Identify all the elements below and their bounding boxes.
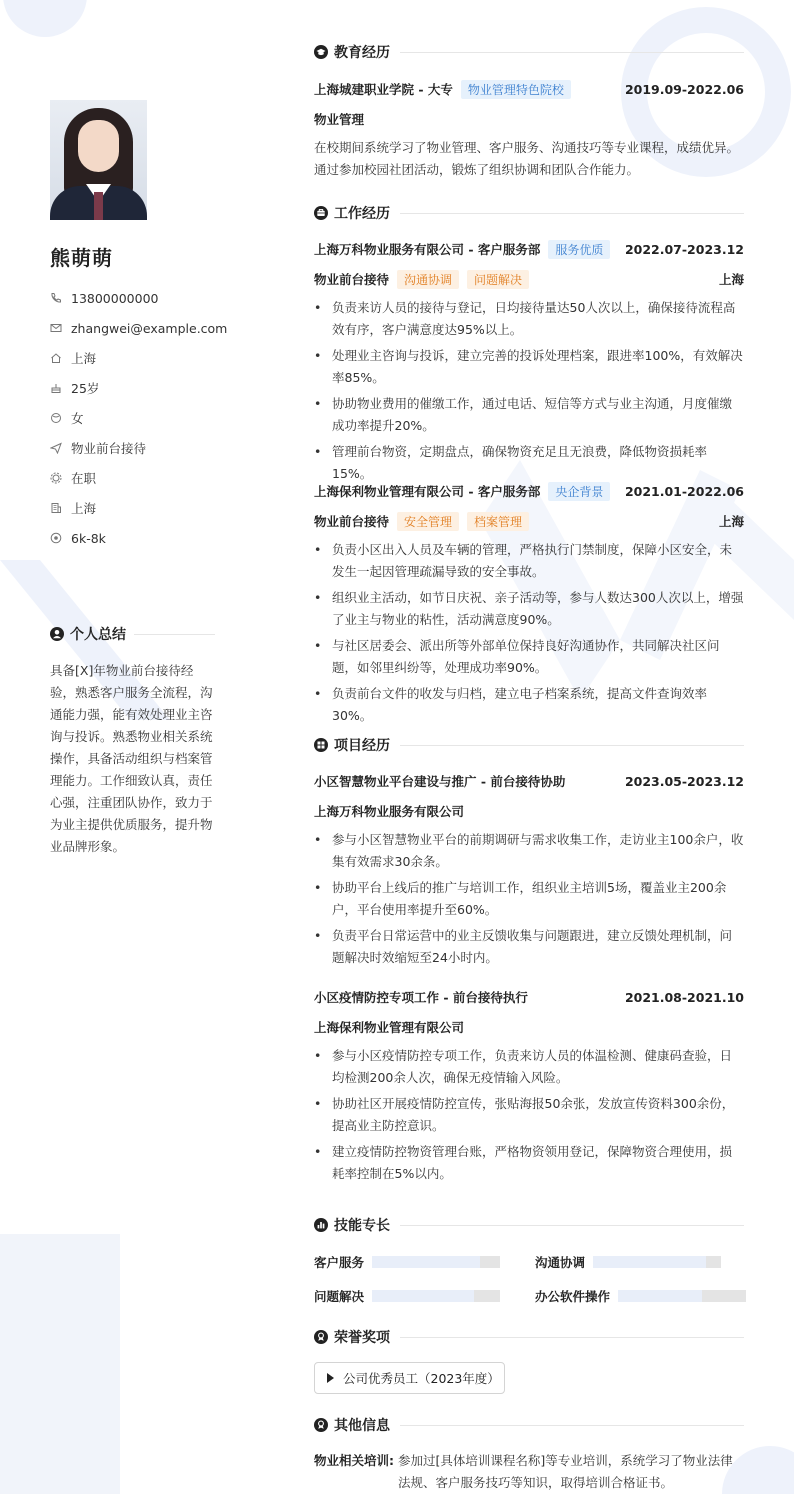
job-bullets	[314, 539, 744, 731]
job-city: 上海	[718, 272, 744, 287]
job-role: 物业前台接待	[314, 514, 390, 529]
project-org-row	[314, 801, 744, 821]
skills-title: 技能专长	[334, 1218, 390, 1234]
job-date: 2021.01-2022.06	[624, 483, 744, 499]
list-item: • 负责平台日常运营中的业主反馈收集与问题跟进，建立反馈处理机制，问题解决时效缩短至24小时内。	[314, 925, 744, 969]
age-value: 25岁	[71, 381, 100, 396]
other-info-row	[314, 1450, 744, 1494]
education-date: 2019.09-2022.06	[624, 81, 744, 97]
profile-column	[50, 100, 228, 553]
email-row	[50, 313, 228, 343]
major-row	[314, 109, 744, 129]
job-header-row	[314, 239, 744, 259]
briefcase-icon	[314, 206, 328, 220]
education-title: 教育经历	[334, 45, 390, 61]
project-org: 上海保利物业管理有限公司	[314, 1020, 465, 1035]
school-tag: 物业管理特色院校	[461, 80, 571, 99]
gender-row	[50, 403, 225, 433]
divider	[400, 1425, 744, 1426]
major-name: 物业管理	[314, 112, 365, 127]
divider	[134, 634, 215, 635]
salary-row	[50, 523, 225, 553]
other-title: 其他信息	[334, 1418, 390, 1434]
project-date: 2021.08-2021.10	[624, 989, 744, 1005]
project-org: 上海万科物业服务有限公司	[314, 804, 465, 819]
job-role-row	[314, 511, 744, 531]
skill-bar	[372, 1256, 500, 1268]
graduation-cap-icon	[314, 45, 328, 59]
project-name: 小区疫情防控专项工作 - 前台接待执行	[314, 990, 528, 1005]
skill-bar-fill	[593, 1256, 706, 1268]
other-label: 物业相关培训:	[314, 1453, 394, 1468]
divider	[400, 1337, 744, 1338]
divider	[400, 52, 744, 53]
award-label: 公司优秀员工（2023年度）	[343, 1371, 500, 1386]
other-text: 参加过[具体培训课程名称]等专业培训，系统学习了物业法律法规、客户服务技巧等知识，取得培训合格证书。	[398, 1453, 733, 1490]
coin-icon	[50, 532, 62, 544]
age-row	[50, 373, 225, 403]
divider	[400, 213, 744, 214]
list-item: • 负责前台文件的收发与归档，建立电子档案系统，提高文件查询效率30%。	[314, 683, 744, 727]
company-tag: 服务优质	[548, 240, 610, 259]
project-org-row	[314, 1017, 744, 1037]
divider	[400, 745, 744, 746]
project-bullets	[314, 1045, 744, 1189]
city-row	[50, 493, 225, 523]
grid-icon	[314, 738, 328, 752]
location-row	[50, 343, 225, 373]
company-tag: 央企背景	[548, 482, 610, 501]
info-icon	[314, 1418, 328, 1432]
divider	[400, 1225, 744, 1226]
skill-name: 问题解决	[314, 1289, 365, 1304]
list-item: • 建立疫情防控物资管理台账，严格物资领用登记，保障物资合理使用，损耗率控制在5%以内。	[314, 1141, 744, 1185]
skill-name: 办公软件操作	[535, 1289, 611, 1304]
list-item: • 与社区居委会、派出所等外部单位保持良好沟通协作，共同解决社区问题，如邻里纠纷等，处理成功率90%。	[314, 635, 744, 679]
job-role: 物业前台接待	[314, 272, 390, 287]
status-row	[50, 463, 225, 493]
list-item: • 组织业主活动，如节日庆祝、亲子活动等，参与人数达300人次以上，增强了业主与物业的粘性，活动满意度90%。	[314, 587, 744, 631]
list-item: • 负责小区出入人员及车辆的管理，严格执行门禁制度，保障小区安全，未发生一起因管理疏漏导致的安全事故。	[314, 539, 744, 583]
projects-heading	[314, 735, 744, 755]
send-icon	[50, 442, 62, 454]
skill-bar-fill	[372, 1256, 480, 1268]
skill-bar	[618, 1290, 746, 1302]
list-item: • 参与小区疫情防控专项工作，负责来访人员的体温检测、健康码查验，日均检测200余人次，确保无疫情输入风险。	[314, 1045, 744, 1089]
school-name: 上海城建职业学院 - 大专	[314, 82, 453, 97]
cake-icon	[50, 382, 62, 394]
list-item: • 协助物业费用的催缴工作，通过电话、短信等方式与业主沟通，月度催缴成功率提升20%。	[314, 393, 744, 437]
salary-value: 6k-8k	[71, 530, 106, 546]
city-value: 上海	[71, 501, 97, 516]
play-icon	[327, 1373, 334, 1383]
email-address: zhangwei@example.com	[71, 320, 228, 336]
education-description: 在校期间系统学习了物业管理、客户服务、沟通技巧等专业课程，成绩优异。通过参加校园社团活动，锻炼了组织协调和团队合作能力。	[314, 140, 740, 177]
list-item: • 负责来访人员的接待与登记，日均接待量达50人次以上，确保接待流程高效有序，客户满意度达95%以上。	[314, 297, 744, 341]
contact-info	[50, 283, 228, 553]
job-company: 上海保利物业管理有限公司 - 客户服务部	[314, 484, 541, 499]
skill-tag: 问题解决	[467, 270, 529, 289]
mail-icon	[50, 322, 62, 334]
project-header-row	[314, 987, 744, 1007]
education-heading	[314, 42, 744, 62]
position-row	[50, 433, 225, 463]
home-icon	[50, 352, 62, 364]
list-item: • 管理前台物资，定期盘点，确保物资充足且无浪费，降低物资损耗率15%。	[314, 441, 744, 485]
list-item: • 处理业主咨询与投诉，建立完善的投诉处理档案，跟进率100%，有效解决率85%。	[314, 345, 744, 389]
building-icon	[50, 502, 62, 514]
job-date: 2022.07-2023.12	[624, 241, 744, 257]
work-heading	[314, 203, 744, 223]
status-icon	[50, 472, 62, 484]
project-date: 2023.05-2023.12	[624, 773, 744, 789]
skill-item	[535, 1253, 721, 1271]
job-city: 上海	[718, 514, 744, 529]
project-name: 小区智慧物业平台建设与推广 - 前台接待协助	[314, 774, 566, 789]
summary-heading	[50, 624, 215, 644]
profile-name: 熊萌萌	[50, 246, 113, 270]
education-header-row	[314, 79, 744, 99]
position-value: 物业前台接待	[71, 441, 147, 456]
phone-number: 13800000000	[71, 290, 159, 306]
skill-tag: 安全管理	[397, 512, 459, 531]
skills-heading	[314, 1215, 744, 1235]
skill-bar-fill	[618, 1290, 702, 1302]
avatar	[50, 100, 147, 220]
skill-tag: 档案管理	[467, 512, 529, 531]
job-bullets	[314, 297, 744, 489]
skill-bar	[372, 1290, 500, 1302]
skill-tag: 沟通协调	[397, 270, 459, 289]
job-company: 上海万科物业服务有限公司 - 客户服务部	[314, 242, 541, 257]
job-role-row	[314, 269, 744, 289]
job-header-row	[314, 481, 744, 501]
skill-item	[535, 1287, 746, 1305]
list-item: • 协助社区开展疫情防控宣传，张贴海报50余张，发放宣传资料300余份，提高业主防控意识。	[314, 1093, 744, 1137]
honors-heading	[314, 1327, 744, 1347]
gender-value: 女	[71, 411, 84, 426]
gender-icon	[50, 412, 62, 424]
project-header-row	[314, 771, 744, 791]
location-value: 上海	[71, 351, 97, 366]
list-item: • 参与小区智慧物业平台的前期调研与需求收集工作，走访业主100余户，收集有效需求30余条。	[314, 829, 744, 873]
skill-name: 客户服务	[314, 1255, 365, 1270]
bar-chart-icon	[314, 1218, 328, 1232]
skill-bar	[593, 1256, 721, 1268]
honors-title: 荣誉奖项	[334, 1330, 390, 1346]
skill-name: 沟通协调	[535, 1255, 586, 1270]
phone-row	[50, 283, 225, 313]
project-bullets	[314, 829, 744, 973]
award-icon	[314, 1330, 328, 1344]
work-title: 工作经历	[334, 206, 390, 222]
projects-title: 项目经历	[334, 738, 390, 754]
list-item: • 协助平台上线后的推广与培训工作，组织业主培训5场，覆盖业主200余户，平台使用率提升至60%。	[314, 877, 744, 921]
summary-text: 具备[X]年物业前台接待经验，熟悉客户服务全流程，沟通能力强，能有效处理业主咨询与投诉。熟悉物业相关系统操作，具备活动组织与档案管理能力。工作细致认真，责任心强，注重团队协作，致力于为业主提供优质服务，提升物业品牌形象。	[50, 663, 213, 854]
award-item[interactable]	[314, 1362, 505, 1394]
other-heading	[314, 1415, 744, 1435]
skill-bar-fill	[372, 1290, 474, 1302]
skill-item	[314, 1253, 500, 1271]
summary-title: 个人总结	[70, 627, 126, 643]
user-icon	[50, 627, 64, 641]
skill-item	[314, 1287, 500, 1305]
phone-icon	[50, 292, 62, 304]
status-value: 在职	[71, 471, 97, 486]
